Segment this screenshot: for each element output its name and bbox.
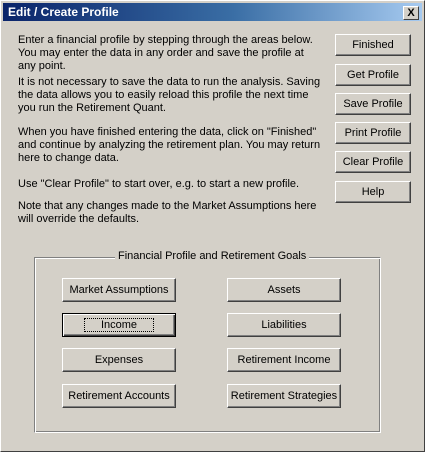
retirement-income-button-label: Retirement Income [237, 354, 331, 366]
liabilities-button-label: Liabilities [261, 319, 307, 331]
print-profile-button[interactable] [335, 122, 411, 144]
help-button[interactable] [335, 181, 411, 203]
retirement-income-button[interactable] [227, 348, 341, 372]
get-profile-button-label: Get Profile [347, 69, 399, 81]
instructions-paragraph-3: When you have finished entering the data, click on "Finished" and continue by analyzing the retirement plan. You may return here to change data. [18, 126, 321, 164]
window-title: Edit / Create Profile [8, 5, 119, 19]
clear-profile-button[interactable] [335, 151, 411, 173]
liabilities-button[interactable] [227, 313, 341, 337]
save-profile-button-label: Save Profile [343, 98, 403, 110]
instructions-paragraph-1: Enter a financial profile by stepping through the areas below. You may enter the data in any order and save the profile at any point. [18, 34, 313, 72]
group-title: Financial Profile and Retirement Goals [115, 250, 309, 262]
title-bar[interactable] [3, 3, 422, 21]
retirement-strategies-button[interactable] [227, 384, 341, 408]
expenses-button[interactable] [62, 348, 176, 372]
close-button[interactable] [403, 6, 419, 20]
expenses-button-label: Expenses [94, 354, 144, 366]
help-button-label: Help [361, 186, 385, 198]
income-button[interactable] [62, 313, 176, 337]
assets-button-label: Assets [267, 284, 301, 296]
print-profile-button-label: Print Profile [344, 127, 402, 139]
finished-button-label: Finished [352, 39, 394, 51]
instructions-paragraph-4: Use "Clear Profile" to start over, e.g. to start a new profile. [18, 178, 300, 190]
retirement-strategies-button-label: Retirement Strategies [230, 390, 338, 402]
save-profile-button[interactable] [335, 93, 411, 115]
market-assumptions-button-label: Market Assumptions [69, 284, 169, 296]
financial-profile-group [34, 250, 381, 433]
instructions-paragraph-5: Note that any changes made to the Market Assumptions here will override the defaults. [18, 200, 317, 225]
instructions-paragraph-2: It is not necessary to save the data to run the analysis. Saving the data allows you to easily reload this profile the next time you run the Retirement Quant. [18, 76, 321, 114]
income-button-label: Income [84, 318, 154, 332]
market-assumptions-button[interactable] [62, 278, 176, 302]
retirement-accounts-button[interactable] [62, 384, 176, 408]
finished-button[interactable] [335, 34, 411, 56]
get-profile-button[interactable] [335, 64, 411, 86]
clear-profile-button-label: Clear Profile [342, 156, 404, 168]
assets-button[interactable] [227, 278, 341, 302]
close-icon: X [407, 6, 415, 19]
retirement-accounts-button-label: Retirement Accounts [68, 390, 170, 402]
